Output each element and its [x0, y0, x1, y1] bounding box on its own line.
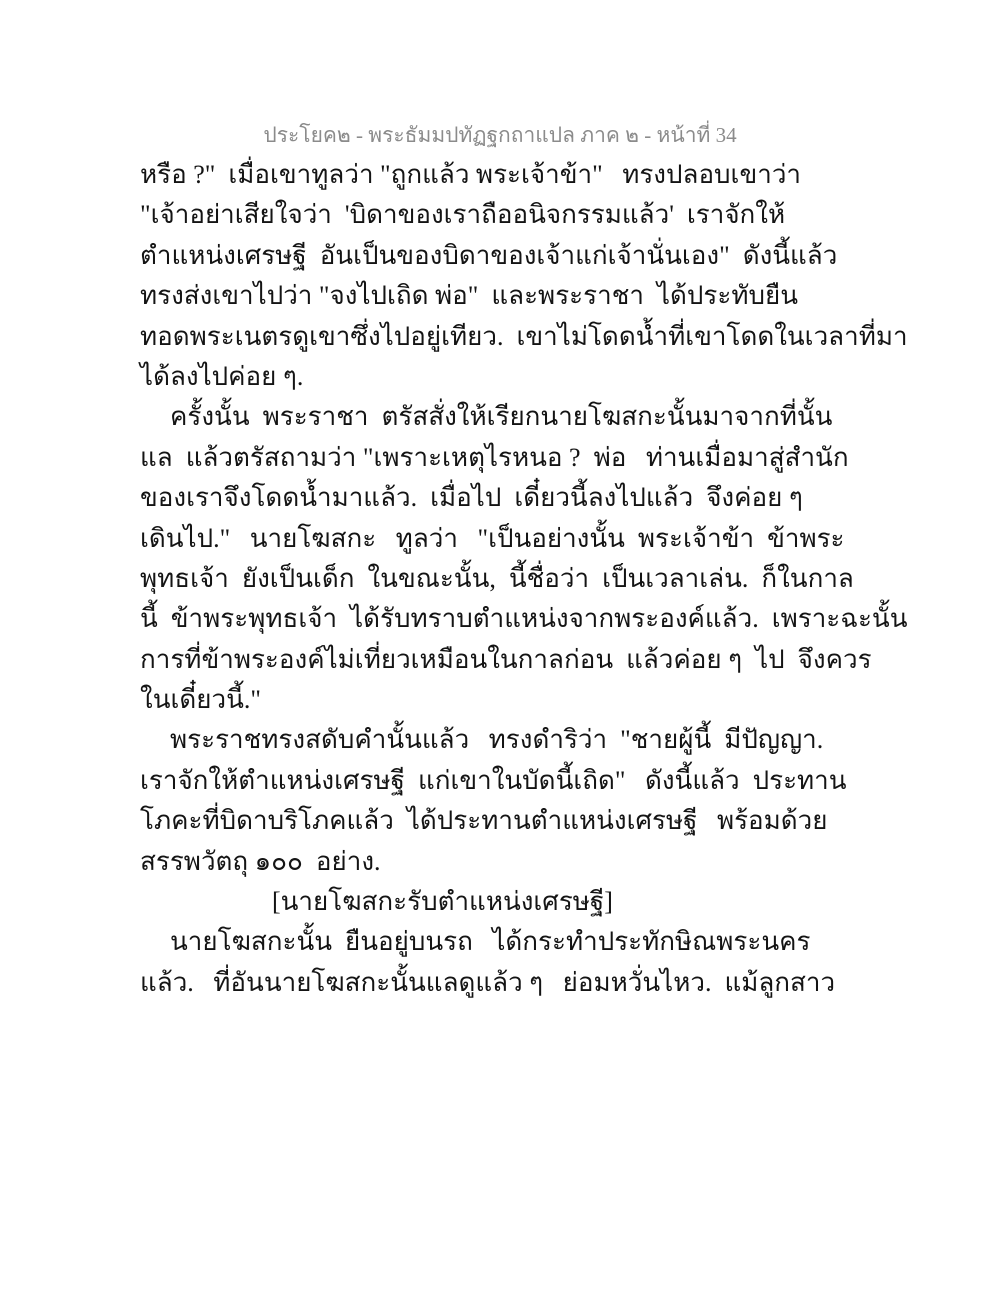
text-line: นายโฆสกะนั้น ยืนอยู่บนรถ ได้กระทำประทักษิณพระนคร	[170, 927, 811, 957]
text-line: ของเราจึงโดดน้ำมาแล้ว. เมื่อไป เดี๋ยวนี้ลงไปแล้ว จึงค่อย ๆ	[140, 483, 803, 513]
text-lines	[140, 155, 908, 1003]
text-line: การที่ข้าพระองค์ไม่เที่ยวเหมือนในกาลก่อน แล้วค่อย ๆ ไป จึงควร	[140, 644, 872, 674]
text-line: แล้ว. ที่อันนายโฆสกะนั้นแลดูแล้ว ๆ ย่อมหวั่นไหว. แม้ลูกสาว	[140, 967, 836, 997]
page-header: ประโยค๒ - พระธัมมปทัฏฐกถาแปล ภาค ๒ - หน้าที่ 34	[263, 123, 737, 147]
section-heading: [นายโฆสกะรับตำแหน่งเศรษฐี]	[272, 887, 613, 917]
text-line: สรรพวัตถุ ๑๐๐ อย่าง.	[140, 846, 381, 876]
text-line: นี้ ข้าพระพุทธเจ้า ได้รับทราบตำแหน่งจากพระองค์แล้ว. เพราะฉะนั้น	[140, 604, 908, 634]
text-line: พระราชทรงสดับคำนั้นแล้ว ทรงดำริว่า "ชายผู้นี้ มีปัญญา.	[170, 725, 824, 755]
text-line: ได้ลงไปค่อย ๆ.	[140, 361, 304, 391]
text-line: เดินไป." นายโฆสกะ ทูลว่า "เป็นอย่างนั้น พระเจ้าข้า ข้าพระ	[140, 523, 845, 553]
text-line: โภคะที่บิดาบริโภคแล้ว ได้ประทานตำแหน่งเศรษฐี พร้อมด้วย	[140, 806, 828, 836]
text-line: ทรงส่งเขาไปว่า "จงไปเถิด พ่อ" และพระราชา ได้ประทับยืน	[140, 281, 798, 311]
text-line: ตำแหน่งเศรษฐี อันเป็นของบิดาของเจ้าแก่เจ้านั่นเอง" ดังนี้แล้ว	[140, 240, 838, 270]
text-line: หรือ ?" เมื่อเขาทูลว่า "ถูกแล้ว พระเจ้าข้า" ทรงปลอบเขาว่า	[140, 160, 802, 189]
text-line: เราจักให้ตำแหน่งเศรษฐี แก่เขาในบัดนี้เถิด" ดังนี้แล้ว ประทาน	[140, 765, 847, 795]
text-line: ทอดพระเนตรดูเขาซึ่งไปอยู่เทียว. เขาไม่โดดน้ำที่เขาโดดในเวลาที่มา	[140, 321, 908, 351]
text-line: ในเดี๋ยวนี้."	[140, 685, 261, 715]
text-line: ครั้งนั้น พระราชา ตรัสสั่งให้เรียกนายโฆสกะนั้นมาจากที่นั้น	[170, 402, 833, 432]
text-line: พุทธเจ้า ยังเป็นเด็ก ในขณะนั้น, นี้ชื่อว่า เป็นเวลาเล่น. ก็ในกาล	[140, 563, 854, 593]
text-line: แล แล้วตรัสถามว่า "เพราะเหตุไรหนอ ? พ่อ ท่านเมื่อมาสู่สำนัก	[140, 442, 849, 472]
text-line: "เจ้าอย่าเสียใจว่า 'บิดาของเราถืออนิจกรรมแล้ว' เราจักให้	[140, 200, 786, 230]
